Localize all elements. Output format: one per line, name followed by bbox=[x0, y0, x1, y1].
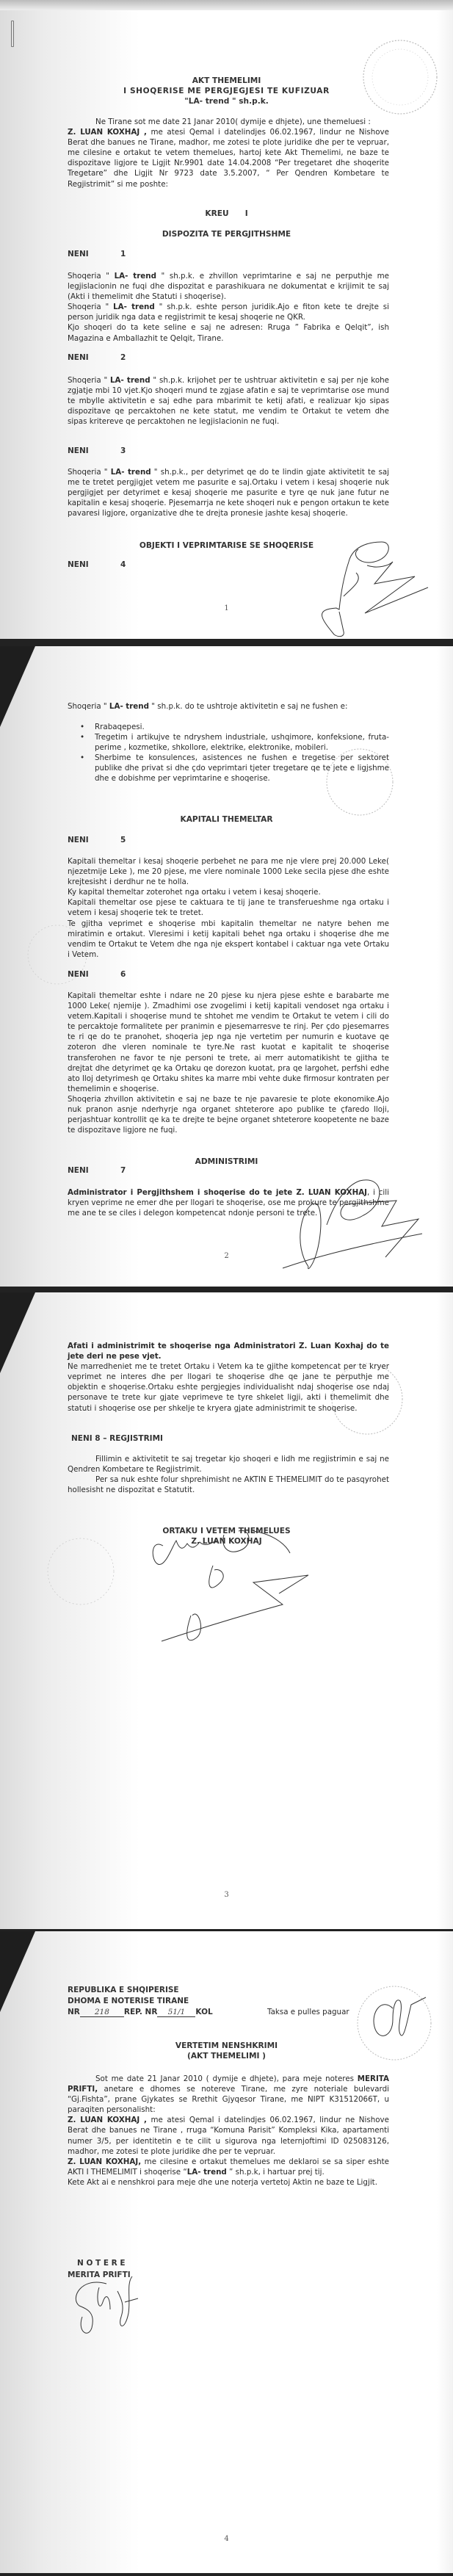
article-5-para: Kapitali themeltar i kesaj shoqerie perbehet ne para me nje vlere prej 20.000 Leke( njezetmije Leke ), me 20 pjese, me vlere nominale 1000 Leke secila pjese dhe eshte krejtesisht i derdhur ne te holla. bbox=[68, 857, 389, 887]
article-6-heading bbox=[68, 970, 126, 979]
activity-list bbox=[68, 722, 389, 784]
article-label: NENI bbox=[68, 250, 89, 258]
text-segment: 7 bbox=[120, 1166, 126, 1175]
article-1-address: Kjo shoqeri do ta kete seline e saj ne adresen: Rruga ” Fabrika e Qelqit”, ish Magazina e Amballazhit te Qelqit, Tirane. bbox=[68, 323, 389, 343]
page-number: 2 bbox=[224, 1252, 229, 1260]
text-segment: NENI bbox=[68, 970, 89, 979]
doc-subtitle: I SHOQERISE ME PERGJEGJESI TE KUFIZUAR bbox=[123, 87, 330, 95]
text-segment: LA- trend bbox=[114, 272, 156, 281]
relations-text: Ne marredheniet me te tretet Ortaku i Vetem ka te gjithe kompetencat per te kryer veprimet ne interes dhe per llogari te shoqerise dhe qe jane te perputhje me objektin e shoqerise.Ortaku eshte pergjegjes individualisht ndaj shoqerise ose ndaj personave te trete kur gjate veprimeve te tyre shkelet ligji, akti i themelimit dhe statuti i shoqerise ose per shkelje te kryera gjate administrimit te shoqerise. bbox=[68, 1362, 389, 1413]
article-7-body bbox=[68, 1187, 389, 1218]
document-page-4 bbox=[0, 1931, 453, 2573]
scan-shadow bbox=[0, 1931, 35, 2012]
text-segment: Shoqeria " bbox=[68, 702, 109, 711]
signatory-name: Z. LUAN KOXHAJ bbox=[191, 1537, 262, 1546]
text-segment: Administrator i Pergjithshem i shoqerise do te jete Z. LUAN KOXHAJ bbox=[68, 1188, 368, 1197]
text-segment: NENI bbox=[68, 353, 89, 362]
notary-name: MERITA PRIFTI bbox=[68, 2271, 131, 2279]
article-8-body bbox=[68, 1454, 389, 1495]
article-6-para: Shoqeria zhvillon aktivitetin e saj ne baze te nje pavaresie te plote ekonomike.Ajo nuk pranon asnje nderhyrje nga organet shteterore apo publike te çfaredo lloji, perjashtuar kontrollit qe ka te drejte te bejne organet shteterore koopetente ne baze te dispozitave ligjore ne fuqi. bbox=[68, 1094, 389, 1135]
page-number: 3 bbox=[224, 1891, 229, 1899]
article-4-heading bbox=[68, 560, 126, 569]
text-segment: LA- trend bbox=[110, 468, 151, 477]
certification-subtitle: (AKT THEMELIMI ) bbox=[187, 2052, 266, 2061]
text-segment: Z. LUAN KOXHAJ, bbox=[68, 2157, 142, 2166]
article-5-para: Ky kapital themeltar zoterohet nga ortaku i vetem i kesaj shoqerie. bbox=[68, 888, 321, 897]
certification-para: Kete Akt ai e nenshkroi para meje dhe une noterja vertetoj Aktin ne baze te Ligjit. bbox=[68, 2177, 377, 2187]
nr-label: NR bbox=[68, 2008, 80, 2016]
text-segment: 4 bbox=[120, 560, 126, 569]
republic-header: REPUBLIKA E SHQIPERISE bbox=[68, 1986, 179, 1994]
notary-chamber-header: DHOMA E NOTERISE TIRANE bbox=[68, 1997, 189, 2005]
text-segment: LA- trend bbox=[109, 702, 149, 711]
text-segment: me atesi Qemal i datelindjes 06.02.1967, lindur ne Nishove Berat dhe banues ne Tirane , rruga “Komuna Parisit” Kompleksi Kika, apartamenti numer 3/5, per identitetin e te cilit u sigurova nga leternjoftimi ID 025083126, madhor, me zotesi te plote juridike dhe per te vepruar. bbox=[68, 2116, 389, 2156]
article-7-heading bbox=[68, 1166, 126, 1175]
article-6-para: Kapitali themeltar eshte i ndare ne 20 pjese ku njera pjese eshte e barabarte me 1000 Leke( njemije ). Zmadhimi ose zvogelimi i ketij kapitali vendoset nga ortaku i vetem.Kapitali i shoqerise mund te shtohet me vendim te Ortakut te vetem i cili do te percaktoje formalitete per pranimin e pjesemarresve te rinj. Per çdo pjesemarres te ri qe do te pranohet, shoqeria jep nga nje vertetim per numurin e kuotave qe zoteron dhe vleren nominale te tyre.Ne rast kuotat e kapitalit te shoqerise transferohen ne favor te nje personi te trete, ai merr automatikisht te gjitha te drejtat dhe detyrimet qe ka Ortaku qe dorezon kuotat, pra qe largohet, perfshi edhe ato lloj detyrimesh qe Ortaku shites ka marre mbi vehte duke firmosur kontraten per themelimin e shoqerise. bbox=[68, 991, 389, 1093]
article-5-heading bbox=[68, 836, 126, 844]
document-page-1 bbox=[0, 0, 453, 639]
activity-item: • Sherbime te konsulences, asistences ne fushen e tregetise per sektoret publike dhe privat si dhe çdo veprimtari tjeter tregetare qe te jete e ligjshme dhe e dobishme per veprimtarine e shoqerise. bbox=[95, 753, 389, 784]
activity-item: • Rrabaqepesi. bbox=[95, 722, 389, 732]
text-segment: LA- trend bbox=[186, 2167, 227, 2177]
article-8-heading: NENI 8 – REGJISTRIMI bbox=[71, 1434, 163, 1443]
text-segment: , i cili kryen veprime ne emer dhe per llogari te shoqerise, ose me prokure te pergjithshme me ane te se ciles i delegon kompetencat ndonje personi te trete. bbox=[68, 1188, 389, 1218]
scan-edge bbox=[0, 0, 453, 10]
text-segment: 3 bbox=[120, 446, 126, 455]
text-segment: " sh.p.k., per detyrimet qe do te lindin gjate aktivitetit te saj me te tretet pergjigjet vetem me pasurite e saj.Ortaku i vetem i kesaj shoqerie nuk pergjigjet per detyrimet e kesaj shoqerie me pasurite e tyre qe nuk jane futur ne kapitalin e kesaj shoqerie. Pjesemarrja ne kete shoqeri nuk e pengon ortakun te kete pavaresi ligjore, organizative dhe te drejta pronesie jashte kesaj shoqerie. bbox=[68, 468, 389, 518]
section-heading-administration: ADMINISTRIMI bbox=[195, 1157, 258, 1166]
article-2-heading bbox=[68, 353, 126, 362]
certification-body bbox=[68, 2074, 389, 2188]
rep-value: 51/1 bbox=[167, 2008, 186, 2016]
text-segment: 5 bbox=[120, 836, 126, 844]
article-5-para: Te gjitha veprimet e shoqerise mbi kapitalin themeltar ne natyre behen me miratimin e ortakut. Vleresimi i ketij kapitali behet nga ortaku i shoqerise dhe me vendim te Ortakut te Vetem dhe nga nje ekspert kontabel i caktuar nga vete Ortaku i Vetem. bbox=[68, 919, 389, 959]
founder-name: Z. LUAN KOXHAJ , bbox=[68, 128, 147, 137]
administration-term bbox=[68, 1341, 389, 1414]
scan-shadow bbox=[0, 1292, 35, 1373]
chapter-heading: KREU I bbox=[205, 209, 248, 218]
text-segment: anetare e dhomes se notereve Tirane, me zyre noteriale bulevardi “Gj.Fishta”, prane Gjykates se Rrethit Gjyqesor Tirane, me NIPT K31512066T, u paraqiten personalisht: bbox=[68, 2085, 389, 2115]
article-1-para bbox=[68, 302, 389, 322]
text-segment: NENI bbox=[68, 1166, 89, 1175]
article-5-body bbox=[68, 856, 389, 960]
certification-para bbox=[68, 2115, 389, 2156]
text-segment: me cilesine e ortakut themelues me deklaroi se sa siper eshte AKTI I THEMELIMIT i shoqerise “ bbox=[68, 2157, 389, 2177]
company-name: "LA- trend " sh.p.k. bbox=[184, 97, 269, 106]
text-segment: NENI bbox=[68, 836, 89, 844]
page-number: 1 bbox=[224, 604, 229, 612]
text-segment: Shoqeria " bbox=[68, 468, 111, 477]
certification-title: VERTETIM NENSHKRIMI bbox=[175, 2041, 278, 2050]
text-segment: Z. LUAN KOXHAJ , bbox=[68, 2116, 147, 2125]
article-number: 1 bbox=[120, 250, 126, 258]
signature-icon bbox=[0, 1931, 453, 2573]
article-1-body bbox=[68, 271, 389, 344]
registry-numbers bbox=[68, 2008, 213, 2017]
notary-title: N O T E R E bbox=[77, 2259, 126, 2268]
text-segment: Shoqeria " bbox=[68, 303, 114, 312]
text-segment: 6 bbox=[120, 970, 126, 979]
text-segment: NENI bbox=[68, 560, 89, 569]
certification-para bbox=[68, 2074, 389, 2115]
document-page-3 bbox=[0, 1292, 453, 1929]
kol-label: KOL bbox=[195, 2008, 213, 2016]
section-heading: DISPOZITA TE PERGJITHSHME bbox=[162, 230, 291, 239]
text-segment: " sh.p.k. do te ushtroje aktivitetin e saj ne fushen e: bbox=[149, 702, 348, 711]
text-segment: NENI bbox=[68, 446, 89, 455]
activity-item: • Tregetim i artikujve te ndryshem industriale, ushqimore, konfeksione, fruta- perime , kozmetike, shkollore, elektrike, elektronike, mobileri. bbox=[95, 732, 389, 753]
binder-mark bbox=[11, 21, 14, 47]
certification-para bbox=[68, 2157, 389, 2177]
article-1-heading bbox=[68, 250, 126, 258]
page-number: 4 bbox=[224, 2535, 229, 2543]
rep-label: REP. NR bbox=[123, 2008, 158, 2016]
text-segment: LA- trend bbox=[113, 303, 155, 312]
text-segment: Shoqeria " bbox=[68, 272, 115, 281]
text-segment: 2 bbox=[120, 353, 126, 362]
registration-para: Fillimin e aktivitetit te saj tregetar kjo shoqeri e lidh me regjistrimin e saj ne Qendren Kombetare te Regjistrimit. bbox=[68, 1455, 389, 1475]
section-heading-capital: KAPITALI THEMELTAR bbox=[180, 815, 273, 824]
article-3-heading bbox=[68, 446, 126, 455]
article-3-body bbox=[68, 467, 389, 518]
founder-details: me atesi Qemal i datelindjes 06.02.1967, lindur ne Nishove Berat dhe banues ne Tirane, madhor, me zotesi te plote juridike dhe per te vepruar, me cilesine e ortakut te vetem themelues, hartoj kete Akt Themelimi, ne baze te dispozitave ligjore te Ligjit Nr.9901 date 14.04.2008 “Per tregetaret dhe shoqerite Tregetare” dhe Ligjit Nr 9723 date 3.5.2007, “ Per Qendren Kombetare te Regjistrimit” si me poshte: bbox=[68, 128, 389, 189]
text-segment: ” sh.p.k, i hartuar prej tij. bbox=[226, 2167, 325, 2177]
text-segment: MERITA PRIFTI, bbox=[68, 2074, 389, 2094]
document-page-2 bbox=[0, 646, 453, 1287]
intro-text: Ne Tirane sot me date 21 Janar 2010( dymije e dhjete), une themeluesi : bbox=[95, 117, 371, 126]
text-segment: Sot me date 21 Janar 2010 ( dymije e dhjete), para meje noteres bbox=[95, 2074, 358, 2083]
article-5-para: Kapitali themeltar ose pjese te caktuara te tij jane te transferueshme nga ortaku i vetem i kesaj shoqerie tek te tretet. bbox=[68, 898, 389, 918]
nr-value: 218 bbox=[94, 2008, 109, 2016]
text-segment: LA- trend bbox=[110, 376, 151, 385]
section-heading-object: OBJEKTI I VEPRIMTARISE SE SHOQERISE bbox=[139, 541, 314, 550]
text-segment: Shoqeria " bbox=[68, 376, 110, 385]
text-segment: " sh.p.k. eshte person juridik.Ajo e fiton kete te drejte si person juridik nga data e regjistrimit te kesaj shoqerie ne QKR. bbox=[68, 303, 390, 322]
term-text: Afati i administrimit te shoqerise nga Administratori Z. Luan Koxhaj do te jete deri ne pese vjet. bbox=[68, 1342, 389, 1361]
notary-stamp-icon bbox=[0, 1931, 453, 2573]
stamp-duty-note: Taksa e pulles paguar bbox=[267, 2008, 349, 2016]
text-segment: " sh.p.k. krijohet per te ushtruar aktivitetin e saj per nje kohe zgjatje mbi 10 vjet.Kjo shoqeri mund te zgjase afatin e saj te veprimtarise ose mund te mbylle aktivitetin e saj edhe para mbarimit te ketij afati, e realizuar kjo sipas dispozitave qe percaktohen ne kete statut, me vendim te Ortakut te vetem dhe sipas kritereve qe percaktohen ne legjislacionin ne fuqi. bbox=[68, 376, 390, 427]
registration-para: Per sa nuk eshte folur shprehimisht ne AKTIN E THEMELIMIT do te pasqyrohet hollesisht ne dispozitat e Statutit. bbox=[68, 1475, 389, 1495]
intro-paragraph bbox=[68, 117, 389, 189]
doc-title: AKT THEMELIMI bbox=[192, 76, 261, 85]
activity-intro bbox=[68, 701, 389, 712]
text-segment: " sh.p.k. e zhvillon veprimtarine e saj ne perputhje me legjislacionin ne fuqi dhe dispozitat e parashikuara ne dokumentat e krijimit te saj (Akti i themelimit dhe Statuti i shoqerise). bbox=[68, 272, 390, 302]
founder-paragraph bbox=[68, 127, 389, 189]
article-1-para bbox=[68, 271, 389, 302]
scan-shadow bbox=[0, 646, 35, 727]
article-6-body bbox=[68, 991, 389, 1135]
article-2-body bbox=[68, 375, 389, 427]
signatory-title: ORTAKU I VETEM THEMELUES bbox=[162, 1527, 291, 1535]
